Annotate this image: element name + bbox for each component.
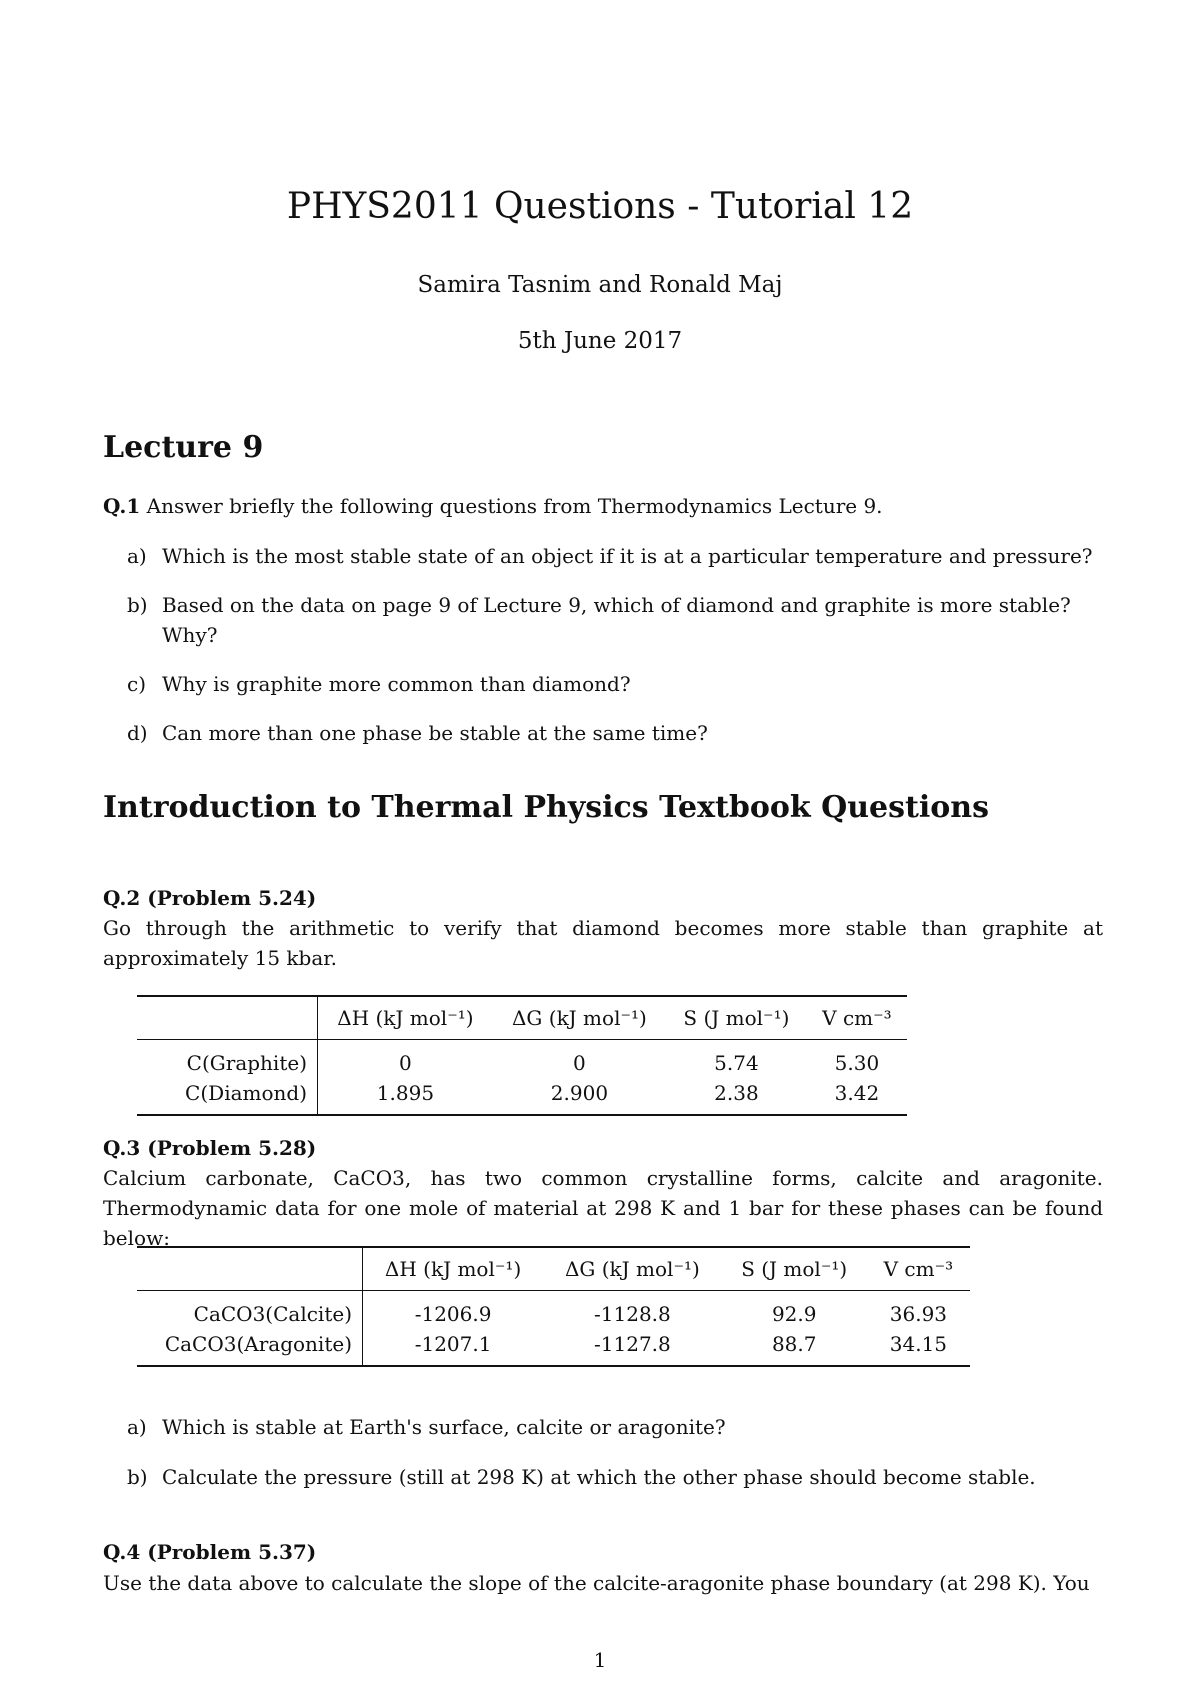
item-text: Which is the most stable state of an object if it is at a particular temperature and pressure? [162,544,1093,568]
item-label: a) [127,544,147,568]
item-text: Can more than one phase be stable at the same time? [162,721,708,745]
q3-heading: Q.3 (Problem 5.28) [103,1136,317,1160]
item-label: a) [127,1415,147,1439]
item-text: Which is stable at Earth's surface, calcite or aragonite? [162,1415,726,1439]
col-header-s: S (J mol⁻¹) [722,1247,867,1291]
page-number: 1 [593,1648,607,1672]
table-header-row [137,996,907,1040]
q1-item-b [0,590,1200,650]
q1-label: Q.1 [103,494,141,518]
cell-s: 2.38 [714,1081,759,1105]
q4-heading: Q.4 (Problem 5.37) [103,1540,317,1564]
calcite-aragonite-table [137,1246,970,1367]
q1-item-a [0,541,1200,571]
table-row [137,1040,907,1079]
row-name: CaCO3(Aragonite) [137,1329,363,1366]
question-1 [103,491,1103,521]
col-header-dh: ΔH (kJ mol⁻¹) [363,1247,544,1291]
item-label: b) [127,1465,148,1489]
cell-dg: 2.900 [550,1081,609,1105]
table-row [137,1291,970,1330]
cell-dg: 0 [573,1051,586,1075]
q2-text: Go through the arithmetic to verify that diamond becomes more stable than graphite at approximately 15 kbar. [103,916,1103,970]
cell-dh: 0 [399,1051,412,1075]
item-label: d) [127,721,148,745]
col-header-v: V cm⁻³ [867,1247,970,1291]
corner-cell [137,1247,363,1291]
q1-item-c [0,669,1200,699]
table-header-row [137,1247,970,1291]
cell-dh: -1206.9 [414,1302,492,1326]
date: 5th June 2017 [517,328,683,354]
col-header-dg: ΔG (kJ mol⁻¹) [493,996,666,1040]
q3-item-a [0,1412,1200,1442]
q3-item-b [0,1462,1200,1492]
q3-text: Calcium carbonate, CaCO3, has two common crystalline forms, calcite and aragonite. Thermodynamic data for one mole of material at 298 K and 1 bar for these phases can be found below: [103,1166,1103,1250]
section-heading-textbook: Introduction to Thermal Physics Textbook Questions [103,790,989,825]
q1-item-d [0,718,1200,748]
col-header-dg: ΔG (kJ mol⁻¹) [543,1247,721,1291]
col-header-s: S (J mol⁻¹) [666,996,807,1040]
cell-v: 3.42 [834,1081,880,1105]
table-row [137,1329,970,1366]
cell-dg: -1127.8 [594,1332,671,1356]
item-label: b) [127,593,148,617]
q1-text: Answer briefly the following questions from Thermodynamics Lecture 9. [146,494,883,518]
cell-s: 5.74 [714,1051,759,1075]
cell-dh: 1.895 [376,1081,435,1105]
item-text: Why is graphite more common than diamond? [162,672,631,696]
col-header-dh: ΔH (kJ mol⁻¹) [318,996,493,1040]
authors: Samira Tasnim and Ronald Maj [417,272,783,298]
table-row [137,1078,907,1115]
graphite-diamond-table [137,995,907,1116]
cell-dh: -1207.1 [414,1332,492,1356]
col-header-v: V cm⁻³ [807,996,907,1040]
row-name: C(Diamond) [137,1078,318,1115]
item-label: c) [127,672,147,696]
q2-heading: Q.2 (Problem 5.24) [103,886,317,910]
document-title: PHYS2011 Questions - Tutorial 12 [286,186,914,227]
cell-v: 34.15 [889,1332,948,1356]
row-name: CaCO3(Calcite) [137,1291,363,1330]
item-text: Based on the data on page 9 of Lecture 9, which of diamond and graphite is more stable? Why? [162,593,1071,647]
cell-v: 5.30 [834,1051,880,1075]
cell-v: 36.93 [889,1302,948,1326]
cell-s: 92.9 [771,1302,817,1326]
row-name: C(Graphite) [137,1040,318,1079]
section-heading-lecture-9: Lecture 9 [103,430,264,465]
corner-cell [137,996,318,1040]
cell-dg: -1128.8 [594,1302,671,1326]
q4-text: Use the data above to calculate the slope of the calcite-aragonite phase boundary (at 298 K). You [103,1571,1090,1595]
item-text: Calculate the pressure (still at 298 K) at which the other phase should become stable. [162,1465,1036,1489]
cell-s: 88.7 [771,1332,817,1356]
